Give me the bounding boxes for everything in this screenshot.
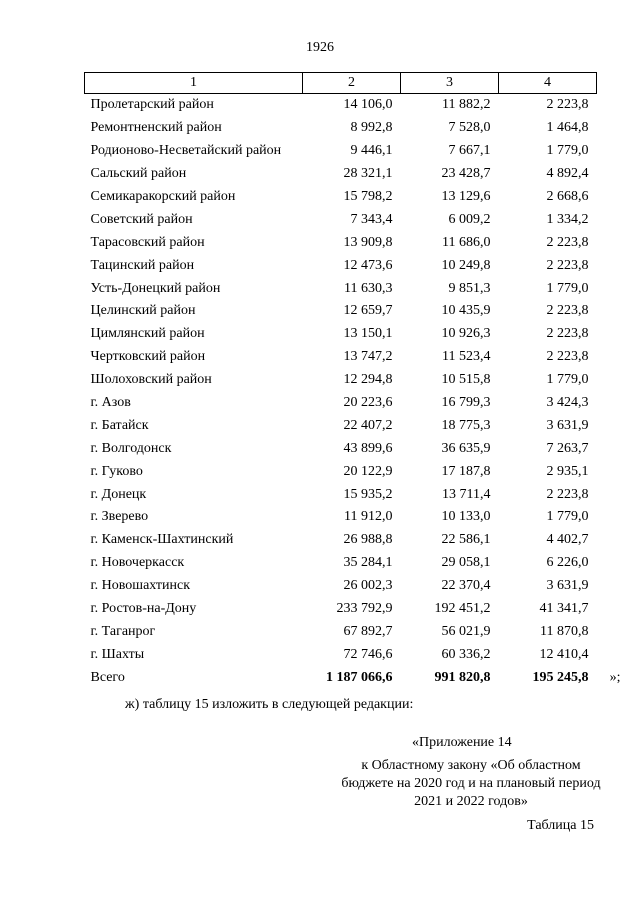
page-number: 1926	[306, 40, 334, 55]
row-value-col4: 4 402,7	[546, 532, 589, 548]
table-row	[85, 392, 597, 415]
table-row	[85, 460, 597, 483]
amendment-text: ж) таблицу 15 изложить в следующей редакции:	[125, 697, 414, 712]
row-label: Тарасовский район	[90, 234, 205, 250]
table-header-row	[85, 73, 597, 94]
table-row	[85, 643, 597, 666]
table-row	[85, 186, 597, 209]
row-value-col2: 43 899,6	[343, 440, 393, 456]
row-value-col4: 3 631,9	[546, 578, 589, 594]
row-label: г. Гуково	[90, 463, 143, 479]
row-value-col2: 72 746,6	[343, 646, 393, 662]
row-label: Ремонтненский район	[90, 120, 222, 136]
table-row	[85, 346, 597, 369]
budget-table	[84, 72, 621, 689]
row-value-col2: 13 909,8	[343, 234, 393, 250]
row-value-col3: 22 370,4	[441, 578, 491, 594]
row-label: Целинский район	[90, 303, 196, 319]
row-value-col4: 2 668,6	[546, 189, 589, 204]
row-value-col4: 1 779,0	[546, 372, 589, 388]
row-value-col4: 3 631,9	[546, 417, 589, 433]
row-value-col2: 15 935,2	[343, 486, 393, 502]
row-label: г. Волгодонск	[90, 440, 172, 456]
row-value-col3: 11 882,2	[442, 97, 491, 113]
row-label: г. Донецк	[90, 486, 147, 502]
table-label: Таблица 15	[527, 818, 594, 833]
row-value-col3: 56 021,9	[441, 623, 491, 639]
column-header-3: 3	[401, 73, 499, 94]
row-value-col3: 9 851,3	[448, 280, 491, 296]
row-label: Тацинский район	[90, 257, 195, 273]
table-row	[85, 620, 597, 643]
row-value-col4: 3 424,3	[546, 395, 589, 411]
table-row	[85, 140, 597, 163]
row-value-col4: 2 223,8	[546, 349, 589, 365]
row-label: Шолоховский район	[90, 372, 212, 388]
table-row	[85, 414, 597, 437]
row-value-col2: 11 630,3	[344, 280, 393, 296]
total-value-col3	[401, 666, 499, 689]
row-value-col4: 41 341,7	[539, 601, 589, 617]
row-value-col2: 22 407,2	[343, 417, 393, 433]
row-value-col4: 1 334,2	[546, 211, 589, 227]
column-header-2: 2	[303, 73, 401, 94]
row-value-col2: 13 150,1	[343, 326, 393, 342]
row-value-col3: 7 667,1	[448, 143, 491, 159]
row-value-col2: 35 284,1	[343, 555, 393, 571]
row-value-col4: 4 892,4	[546, 166, 589, 182]
row-value-col3: 13 129,6	[441, 189, 491, 204]
row-value-col3: 10 133,0	[441, 509, 491, 525]
row-label: Советский район	[90, 211, 193, 227]
row-value-col4: 12 410,4	[539, 646, 589, 662]
row-value-col2: 12 659,7	[343, 303, 393, 319]
total-label: Всего	[90, 669, 125, 685]
row-label: г. Новошахтинск	[90, 578, 191, 594]
row-value-col3: 10 435,9	[441, 303, 491, 319]
table-row	[85, 254, 597, 277]
annex-law-reference: к Областному закону «Об областном бюджете на 2020 год и на плановый период 2021 и 2022 годов»	[341, 758, 601, 809]
row-value-col3: 17 187,8	[441, 463, 491, 479]
row-value-col4: 2 223,8	[546, 257, 589, 273]
row-value-col2: 11 912,0	[344, 509, 393, 525]
row-value-col3: 7 528,0	[448, 120, 491, 136]
column-header-1: 1	[85, 73, 303, 94]
table-row	[85, 300, 597, 323]
table-row	[85, 575, 597, 598]
row-value-col2: 8 992,8	[350, 120, 393, 136]
row-value-col2: 20 122,9	[343, 463, 393, 479]
row-label: Чертковский район	[90, 349, 206, 365]
total-row	[85, 666, 597, 689]
table-row	[85, 506, 597, 529]
table-row	[85, 94, 597, 117]
table-row	[85, 231, 597, 254]
row-value-col3: 10 515,8	[441, 372, 491, 388]
table-row	[85, 598, 597, 621]
row-value-col2: 67 892,7	[343, 623, 393, 639]
row-value-col2: 13 747,2	[343, 349, 393, 365]
row-label: г. Зверево	[90, 509, 149, 525]
total-value-col4	[499, 666, 621, 689]
row-value-col4: 1 464,8	[546, 120, 589, 136]
row-label: Цимлянский район	[90, 326, 205, 342]
row-label: Пролетарский район	[90, 97, 214, 113]
row-label: Сальский район	[90, 166, 187, 182]
row-value-col4: 2 223,8	[546, 486, 589, 502]
row-value-col3: 60 336,2	[441, 646, 491, 662]
closing-quote-suffix: »;	[609, 669, 621, 685]
row-value-col4: 1 779,0	[546, 143, 589, 159]
row-value-col4: 2 223,8	[546, 303, 589, 319]
row-value-col2: 233 792,9	[336, 601, 393, 617]
row-value-col2: 20 223,6	[343, 395, 393, 411]
row-value-col3: 29 058,1	[441, 555, 491, 571]
row-value-col2: 26 002,3	[343, 578, 393, 594]
table-row	[85, 277, 597, 300]
row-value-col3: 36 635,9	[441, 440, 491, 456]
row-label: г. Новочеркасск	[90, 555, 185, 571]
annex-title: «Приложение 14	[412, 735, 512, 750]
row-label: г. Шахты	[90, 646, 145, 662]
total-value: 1 187 066,6	[326, 669, 393, 685]
row-value-col4: 2 935,1	[546, 463, 589, 479]
row-value-col3: 10 926,3	[441, 326, 491, 342]
row-value-col4: 11 870,8	[540, 623, 589, 639]
row-value-col3: 192 451,2	[434, 601, 491, 617]
table-row	[85, 437, 597, 460]
row-value-col2: 9 446,1	[350, 143, 393, 159]
row-value-col4: 1 779,0	[546, 280, 589, 296]
row-label: г. Ростов-на-Дону	[90, 601, 197, 617]
row-label: г. Батайск	[90, 417, 149, 433]
total-value-col2	[303, 666, 401, 689]
row-label: Усть-Донецкий район	[90, 280, 221, 296]
row-value-col4: 2 223,8	[546, 97, 589, 113]
table-body	[85, 94, 621, 690]
row-value-col2: 14 106,0	[343, 97, 393, 113]
row-label: г. Таганрог	[90, 623, 156, 639]
table-row	[85, 117, 597, 140]
row-value-col3: 10 249,8	[441, 257, 491, 273]
table-row	[85, 369, 597, 392]
row-value-col4: 2 223,8	[546, 326, 589, 342]
table-row	[85, 483, 597, 506]
row-label: г. Каменск-Шахтинский	[90, 532, 234, 548]
row-value-col2: 7 343,4	[350, 211, 393, 227]
row-value-col3: 11 686,0	[442, 234, 491, 250]
row-value-col3: 22 586,1	[441, 532, 491, 548]
table-row	[85, 529, 597, 552]
row-value-col3: 23 428,7	[441, 166, 491, 182]
table-row	[85, 323, 597, 346]
total-value: 195 245,8	[532, 669, 589, 685]
row-value-col2: 12 473,6	[343, 257, 393, 273]
row-label: Семикаракорский район	[90, 189, 236, 204]
row-value-col3: 13 711,4	[442, 486, 491, 502]
row-value-col4: 7 263,7	[546, 440, 589, 456]
table-row	[85, 208, 597, 231]
row-label: г. Азов	[90, 395, 131, 411]
table-row	[85, 552, 597, 575]
row-value-col2: 15 798,2	[343, 189, 393, 204]
column-header-4: 4	[499, 73, 597, 94]
row-value-col2: 26 988,8	[343, 532, 393, 548]
row-value-col4: 1 779,0	[546, 509, 589, 525]
total-value: 991 820,8	[434, 669, 491, 685]
row-value-col4: 6 226,0	[546, 555, 589, 571]
row-value-col4: 2 223,8	[546, 234, 589, 250]
row-value-col3: 18 775,3	[441, 417, 491, 433]
row-label: Родионово-Несветайский район	[90, 143, 282, 159]
row-value-col2: 28 321,1	[343, 166, 393, 182]
row-value-col2: 12 294,8	[343, 372, 393, 388]
row-value-col3: 6 009,2	[448, 211, 491, 227]
row-value-col3: 11 523,4	[442, 349, 491, 365]
row-value-col3: 16 799,3	[441, 395, 491, 411]
table-row	[85, 163, 597, 186]
